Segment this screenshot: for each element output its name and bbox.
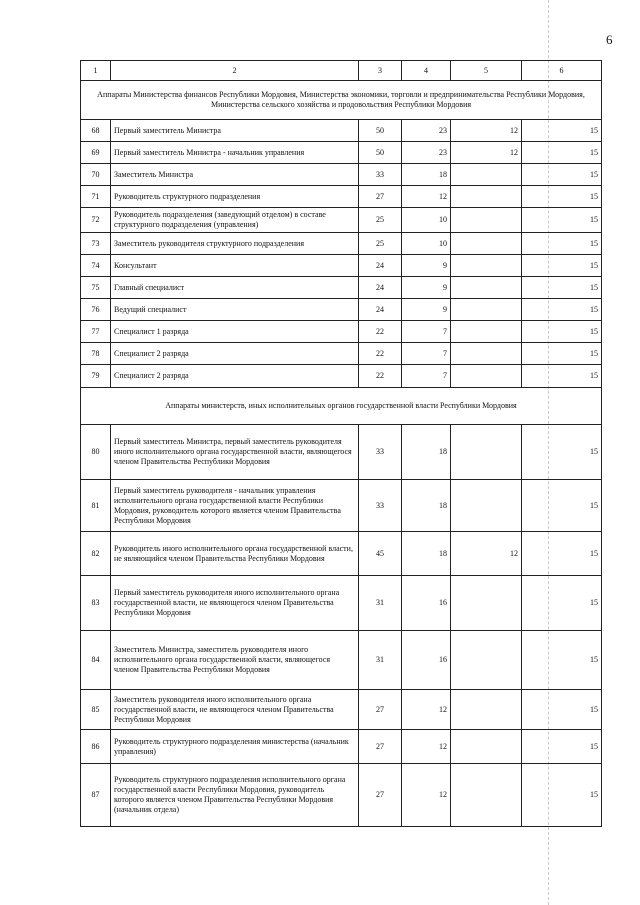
value-col4: 9: [402, 255, 451, 277]
row-number: 86: [81, 730, 111, 764]
value-col6: 15: [522, 764, 602, 827]
value-col6: 15: [522, 277, 602, 299]
row-number: 73: [81, 233, 111, 255]
value-col3: 24: [359, 299, 402, 321]
value-col4: 9: [402, 277, 451, 299]
row-number: 77: [81, 321, 111, 343]
value-col5: [451, 186, 522, 208]
value-col5: [451, 730, 522, 764]
section-row: [81, 81, 602, 120]
table-row: [81, 277, 602, 299]
value-col5: [451, 365, 522, 388]
row-number: 85: [81, 690, 111, 730]
value-col6: 15: [522, 365, 602, 388]
value-col4: 12: [402, 690, 451, 730]
value-col6: 15: [522, 164, 602, 186]
value-col3: 27: [359, 690, 402, 730]
value-col6: 15: [522, 576, 602, 631]
row-number: 72: [81, 208, 111, 233]
row-number: 81: [81, 480, 111, 532]
value-col4: 12: [402, 764, 451, 827]
value-col5: [451, 631, 522, 690]
position-name: Заместитель Министра: [111, 164, 359, 186]
position-name: Руководитель структурного подразделения министерства (начальник управления): [111, 730, 359, 764]
value-col4: 9: [402, 299, 451, 321]
section-title: Аппараты министерств, иных исполнительных органов государственной власти Республики Мордовия: [81, 388, 602, 425]
table-row: [81, 321, 602, 343]
value-col6: 15: [522, 299, 602, 321]
position-name: Первый заместитель Министра, первый заместитель руководителя иного исполнительного органа государственной власти, являющегося членом Правительства Республики Мордовия: [111, 425, 359, 480]
value-col3: 33: [359, 425, 402, 480]
value-col6: 15: [522, 480, 602, 532]
value-col6: 15: [522, 532, 602, 576]
table-row: [81, 576, 602, 631]
row-number: 69: [81, 142, 111, 164]
value-col3: 24: [359, 277, 402, 299]
table-row: [81, 365, 602, 388]
value-col3: 22: [359, 321, 402, 343]
value-col3: 50: [359, 120, 402, 142]
header-cell: 4: [402, 61, 451, 81]
value-col6: 15: [522, 631, 602, 690]
value-col5: [451, 576, 522, 631]
row-number: 74: [81, 255, 111, 277]
row-number: 84: [81, 631, 111, 690]
value-col6: 15: [522, 321, 602, 343]
value-col3: 22: [359, 343, 402, 365]
table-row: [81, 233, 602, 255]
value-col6: 15: [522, 255, 602, 277]
value-col4: 12: [402, 730, 451, 764]
header-cell: 5: [451, 61, 522, 81]
row-number: 79: [81, 365, 111, 388]
value-col3: 27: [359, 730, 402, 764]
header-cell: 3: [359, 61, 402, 81]
position-name: Ведущий специалист: [111, 299, 359, 321]
value-col4: 16: [402, 631, 451, 690]
row-number: 75: [81, 277, 111, 299]
position-name: Специалист 2 разряда: [111, 343, 359, 365]
value-col4: 7: [402, 321, 451, 343]
table-row: [81, 164, 602, 186]
position-name: Руководитель структурного подразделения исполнительного органа государственной власти Республики Мордовия, руководитель которого является членом Правительства Республики Мордовия (начальник отдела): [111, 764, 359, 827]
table-row: [81, 208, 602, 233]
value-col3: 25: [359, 208, 402, 233]
value-col3: 31: [359, 576, 402, 631]
row-number: 87: [81, 764, 111, 827]
position-name: Заместитель Министра, заместитель руководителя иного исполнительного органа государственной власти, являющегося членом Правительства Республики Мордовия: [111, 631, 359, 690]
value-col5: [451, 764, 522, 827]
value-col4: 7: [402, 343, 451, 365]
value-col4: 18: [402, 532, 451, 576]
position-name: Руководитель структурного подразделения: [111, 186, 359, 208]
value-col5: [451, 277, 522, 299]
value-col4: 18: [402, 164, 451, 186]
table-row: [81, 425, 602, 480]
value-col3: 33: [359, 164, 402, 186]
value-col3: 45: [359, 532, 402, 576]
value-col6: 15: [522, 142, 602, 164]
value-col3: 24: [359, 255, 402, 277]
value-col3: 27: [359, 186, 402, 208]
value-col5: [451, 299, 522, 321]
value-col5: [451, 425, 522, 480]
value-col4: 23: [402, 142, 451, 164]
position-name: Заместитель руководителя структурного подразделения: [111, 233, 359, 255]
value-col5: 12: [451, 142, 522, 164]
value-col4: 7: [402, 365, 451, 388]
table-row: [81, 532, 602, 576]
table-row: [81, 299, 602, 321]
table-row: [81, 480, 602, 532]
row-number: 83: [81, 576, 111, 631]
value-col5: [451, 164, 522, 186]
value-col4: 16: [402, 576, 451, 631]
position-name: Консультант: [111, 255, 359, 277]
position-name: Главный специалист: [111, 277, 359, 299]
value-col3: 27: [359, 764, 402, 827]
table-row: [81, 343, 602, 365]
position-name: Первый заместитель руководителя - начальник управления исполнительного органа государственной власти Республики Мордовия, руководитель которого является членом Правительства Республики Мордовия: [111, 480, 359, 532]
value-col5: [451, 480, 522, 532]
value-col5: [451, 690, 522, 730]
value-col4: 10: [402, 208, 451, 233]
value-col6: 15: [522, 186, 602, 208]
value-col5: 12: [451, 120, 522, 142]
value-col5: 12: [451, 532, 522, 576]
table-row: [81, 631, 602, 690]
value-col5: [451, 233, 522, 255]
value-col4: 18: [402, 425, 451, 480]
value-col6: 15: [522, 425, 602, 480]
row-number: 68: [81, 120, 111, 142]
header-cell: 2: [111, 61, 359, 81]
header-cell: 1: [81, 61, 111, 81]
value-col6: 15: [522, 730, 602, 764]
table-row: [81, 142, 602, 164]
value-col4: 12: [402, 186, 451, 208]
value-col3: 22: [359, 365, 402, 388]
table-row: [81, 255, 602, 277]
position-name: Специалист 2 разряда: [111, 365, 359, 388]
value-col3: 25: [359, 233, 402, 255]
value-col6: 15: [522, 120, 602, 142]
value-col5: [451, 255, 522, 277]
page-number: 6: [606, 32, 613, 47]
row-number: 78: [81, 343, 111, 365]
section-title: Аппараты Министерства финансов Республики Мордовия, Министерства экономики, торговли и предпринимательства Республики Мордовия, Министерства сельского хозяйства и продовольствия Республики Мордовия: [81, 81, 602, 120]
value-col6: 15: [522, 690, 602, 730]
table-body: [81, 61, 602, 827]
row-number: 82: [81, 532, 111, 576]
salary-coefficient-table: [80, 60, 602, 827]
value-col5: [451, 343, 522, 365]
value-col4: 10: [402, 233, 451, 255]
table-header-row: [81, 61, 602, 81]
value-col3: 33: [359, 480, 402, 532]
position-name: Заместитель руководителя иного исполнительного органа государственной власти, не являющегося членом Правительства Республики Мордовия: [111, 690, 359, 730]
row-number: 70: [81, 164, 111, 186]
row-number: 76: [81, 299, 111, 321]
value-col3: 50: [359, 142, 402, 164]
position-name: Руководитель иного исполнительного органа государственной власти, не являющийся членом Правительства Республики Мордовия: [111, 532, 359, 576]
table-row: [81, 730, 602, 764]
row-number: 71: [81, 186, 111, 208]
position-name: Первый заместитель Министра: [111, 120, 359, 142]
value-col6: 15: [522, 233, 602, 255]
row-number: 80: [81, 425, 111, 480]
value-col4: 18: [402, 480, 451, 532]
position-name: Первый заместитель руководителя иного исполнительного органа государственной власти, не являющегося членом Правительства Республики Мордовия: [111, 576, 359, 631]
table-row: [81, 120, 602, 142]
value-col6: 15: [522, 208, 602, 233]
position-name: Первый заместитель Министра - начальник управления: [111, 142, 359, 164]
value-col3: 31: [359, 631, 402, 690]
position-name: Руководитель подразделения (заведующий отделом) в составе структурного подразделения (управления): [111, 208, 359, 233]
value-col5: [451, 208, 522, 233]
value-col5: [451, 321, 522, 343]
value-col6: 15: [522, 343, 602, 365]
table-row: [81, 186, 602, 208]
value-col4: 23: [402, 120, 451, 142]
table-row: [81, 690, 602, 730]
position-name: Специалист 1 разряда: [111, 321, 359, 343]
table-row: [81, 764, 602, 827]
header-cell: 6: [522, 61, 602, 81]
section-row: [81, 388, 602, 425]
